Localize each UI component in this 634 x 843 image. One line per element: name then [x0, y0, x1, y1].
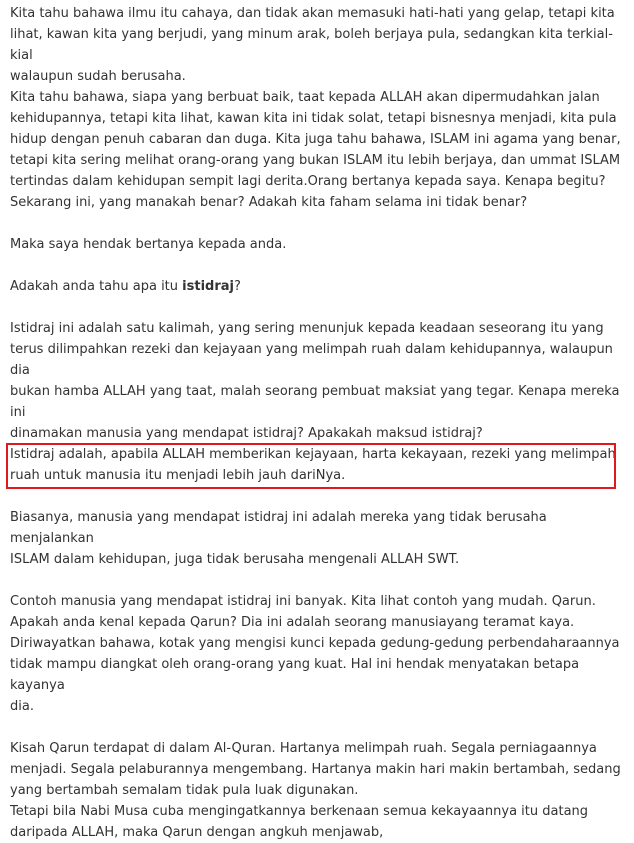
paragraph-gap	[10, 717, 626, 738]
paragraph-8: Contoh manusia yang mendapat istidraj ini banyak. Kita lihat contoh yang mudah. Qarun. Apakah anda kenal kepada Qarun? Dia ini adalah seorang manusiayang teramat kaya. Diriwayatkan bahawa, kotak yang mengisi kunci kepada gedung-gedung perbendaharaannya tidak mampu diangkat oleh orang-orang yang kuat. Hal ini hendak menyatakan betapa kayanya dia.	[10, 594, 620, 714]
paragraph-3: Maka saya hendak bertanya kepada anda.	[10, 237, 287, 252]
paragraph-gap	[10, 486, 626, 507]
paragraph-1: Kita tahu bahawa ilmu itu cahaya, dan tidak akan memasuki hati-hati yang gelap, tetapi kita lihat, kawan kita yang berjudi, yang minum arak, boleh berjaya pula, sedangkan kita terkial-kial walaupun sudah berusaha.	[10, 6, 615, 84]
paragraph-4-end: ?	[233, 279, 241, 294]
paragraph-gap	[10, 255, 626, 276]
paragraph-5: Istidraj ini adalah satu kalimah, yang sering menunjuk kepada keadaan seseorang itu yang terus dilimpahkan rezeki dan kejayaan yang melimpah ruah dalam kehidupannya, walaupun dia bukan hamba ALLAH yang taat, malah seorang pembuat maksiat yang tegar. Kenapa mereka ini dinamakan manusia yang mendapat istidraj? Apakakah maksud istidraj?	[10, 321, 620, 441]
term-istidraj: istidraj	[182, 279, 234, 294]
paragraph-9: Kisah Qarun terdapat di dalam Al-Quran. Hartanya melimpah ruah. Segala perniagaannya menjadi. Segala pelaburannya mengembang. Hartanya makin hari makin bertambah, sedang yang bertambah semalam tidak pula luak digunakan.	[10, 741, 621, 798]
paragraph-gap	[10, 570, 626, 591]
paragraph-7: Biasanya, manusia yang mendapat istidraj ini adalah mereka yang tidak berusaha menjalankan ISLAM dalam kehidupan, juga tidak berusaha mengenali ALLAH SWT.	[10, 510, 547, 567]
paragraph-2: Kita tahu bahawa, siapa yang berbuat baik, taat kepada ALLAH akan dipermudahkan jalan kehidupannya, tetapi kita lihat, kawan kita ini tidak solat, tetapi bisnesnya menjadi, kita pula hidup dengan penuh cabaran dan duga. Kita juga tahu bahawa, ISLAM ini agama yang benar, tetapi kita sering melihat orang-orang yang bukan ISLAM itu lebih berjaya, dan ummat ISLAM tertindas dalam kehidupan sempit lagi derita.Orang bertanya kepada saya. Kenapa begitu? Sekarang ini, yang manakah benar? Adakah kita faham selama ini tidak benar?	[10, 90, 621, 210]
highlighted-definition	[10, 444, 626, 486]
paragraph-4	[10, 276, 626, 297]
paragraph-10: Tetapi bila Nabi Musa cuba mengingatkannya berkenaan semua kekayaannya itu datang daripada ALLAH, maka Qarun dengan angkuh menjawab,	[10, 804, 589, 840]
paragraph-6-highlight: Istidraj adalah, apabila ALLAH memberikan kejayaan, harta kekayaan, rezeki yang melimpah ruah untuk manusia itu menjadi lebih jauh dariNya.	[10, 447, 616, 483]
paragraph-gap	[10, 213, 626, 234]
paragraph-gap	[10, 297, 626, 318]
paragraph-4-text: Adakah anda tahu apa itu	[10, 279, 183, 294]
